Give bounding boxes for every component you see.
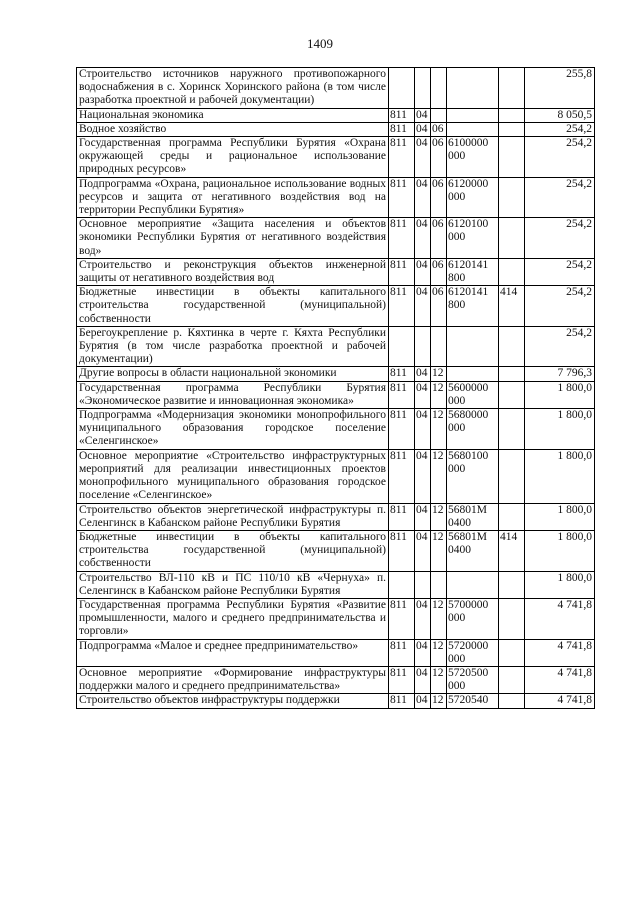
table-row: [77, 503, 595, 530]
row-name: Государственная программа Республики Бурятия «Развитие промышленности, малого и среднего предпринимательства и торговли»: [77, 598, 389, 639]
target-article-code: 5720540: [447, 694, 499, 708]
section-code: 04: [415, 286, 431, 327]
section-code: 04: [415, 177, 431, 218]
subsection-code: 06: [431, 258, 447, 285]
target-article-code: [447, 326, 499, 367]
amount: 4 741,8: [525, 598, 595, 639]
target-article-code: 6100000 000: [447, 137, 499, 178]
subsection-code: [431, 326, 447, 367]
subsection-code: 12: [431, 694, 447, 708]
section-code: [415, 571, 431, 598]
expense-type-code: [499, 639, 525, 666]
row-name: Берегоукрепление р. Кяхтинка в черте г. Кяхта Республики Бурятия (в том числе разработка проектной и рабочей документации): [77, 326, 389, 367]
table-row: [77, 258, 595, 285]
row-name: Государственная программа Республики Бурятия «Охрана окружающей среды и рациональное использование природных ресурсов»: [77, 137, 389, 178]
target-article-code: [447, 108, 499, 122]
target-article-code: 6120141 800: [447, 258, 499, 285]
table-row: [77, 381, 595, 408]
target-article-code: 56801М 0400: [447, 530, 499, 571]
ministry-code: 811: [389, 381, 415, 408]
section-code: 04: [415, 258, 431, 285]
subsection-code: 06: [431, 122, 447, 136]
target-article-code: [447, 367, 499, 381]
row-name: Национальная экономика: [77, 108, 389, 122]
subsection-code: 12: [431, 409, 447, 450]
expense-type-code: [499, 449, 525, 503]
section-code: 04: [415, 503, 431, 530]
table-row: [77, 598, 595, 639]
amount: 1 800,0: [525, 381, 595, 408]
section-code: 04: [415, 381, 431, 408]
target-article-code: 6120000 000: [447, 177, 499, 218]
row-name: Основное мероприятие «Защита населения и объектов экономики Республики Бурятия от негативного воздействия вод»: [77, 218, 389, 259]
subsection-code: 12: [431, 367, 447, 381]
row-name: Строительство объектов инфраструктуры поддержки: [77, 694, 389, 708]
table-row: [77, 108, 595, 122]
ministry-code: 811: [389, 286, 415, 327]
target-article-code: 56801М 0400: [447, 503, 499, 530]
subsection-code: 12: [431, 639, 447, 666]
row-name: Строительство источников наружного противопожарного водоснабжения в с. Хоринск Хоринского района (в том числе разработка проектной и рабочей документации): [77, 68, 389, 109]
section-code: 04: [415, 218, 431, 259]
subsection-code: [431, 68, 447, 109]
subsection-code: 06: [431, 286, 447, 327]
amount: 254,2: [525, 218, 595, 259]
target-article-code: 5720000 000: [447, 639, 499, 666]
table-row: [77, 177, 595, 218]
section-code: 04: [415, 694, 431, 708]
table-row: [77, 409, 595, 450]
table-row: [77, 68, 595, 109]
ministry-code: 811: [389, 367, 415, 381]
section-code: 04: [415, 409, 431, 450]
section-code: 04: [415, 137, 431, 178]
ministry-code: [389, 571, 415, 598]
ministry-code: 811: [389, 530, 415, 571]
section-code: 04: [415, 449, 431, 503]
ministry-code: 811: [389, 503, 415, 530]
section-code: [415, 326, 431, 367]
target-article-code: [447, 571, 499, 598]
amount: 1 800,0: [525, 571, 595, 598]
subsection-code: 12: [431, 449, 447, 503]
ministry-code: 811: [389, 137, 415, 178]
target-article-code: [447, 122, 499, 136]
ministry-code: 811: [389, 108, 415, 122]
expense-type-code: [499, 666, 525, 693]
expense-type-code: [499, 409, 525, 450]
row-name: Подпрограмма «Модернизация экономики монопрофильного муниципального образования городское поселение «Селенгинское»: [77, 409, 389, 450]
row-name: Подпрограмма «Малое и среднее предпринимательство»: [77, 639, 389, 666]
expense-type-code: [499, 68, 525, 109]
amount: 1 800,0: [525, 503, 595, 530]
amount: 254,2: [525, 122, 595, 136]
subsection-code: 12: [431, 503, 447, 530]
row-name: Бюджетные инвестиции в объекты капитального строительства государственной (муниципальной) собственности: [77, 530, 389, 571]
section-code: [415, 68, 431, 109]
subsection-code: 06: [431, 218, 447, 259]
expense-type-code: [499, 108, 525, 122]
ministry-code: 811: [389, 122, 415, 136]
expense-type-code: [499, 177, 525, 218]
target-article-code: 6120100 000: [447, 218, 499, 259]
ministry-code: 811: [389, 694, 415, 708]
target-article-code: 5600000 000: [447, 381, 499, 408]
amount: 7 796,3: [525, 367, 595, 381]
ministry-code: 811: [389, 409, 415, 450]
row-name: Основное мероприятие «Формирование инфраструктуры поддержки малого и среднего предпринимательства»: [77, 666, 389, 693]
expense-type-code: [499, 598, 525, 639]
expense-type-code: [499, 381, 525, 408]
budget-table: [76, 67, 595, 709]
ministry-code: 811: [389, 177, 415, 218]
table-row: [77, 218, 595, 259]
table-row: [77, 367, 595, 381]
expense-type-code: [499, 258, 525, 285]
subsection-code: 12: [431, 666, 447, 693]
row-name: Водное хозяйство: [77, 122, 389, 136]
section-code: 04: [415, 639, 431, 666]
subsection-code: 12: [431, 530, 447, 571]
expense-type-code: [499, 326, 525, 367]
amount: 4 741,8: [525, 694, 595, 708]
subsection-code: 12: [431, 598, 447, 639]
table-row: [77, 571, 595, 598]
ministry-code: 811: [389, 449, 415, 503]
amount: 4 741,8: [525, 666, 595, 693]
row-name: Строительство и реконструкция объектов инженерной защиты от негативного воздействия вод: [77, 258, 389, 285]
expense-type-code: [499, 694, 525, 708]
section-code: 04: [415, 666, 431, 693]
ministry-code: [389, 326, 415, 367]
table-row: [77, 530, 595, 571]
row-name: Основное мероприятие «Строительство инфраструктурных мероприятий для реализации инвестиционных проектов монопрофильного муниципального образования городское поселение «Селенгинское»: [77, 449, 389, 503]
target-article-code: 5700000 000: [447, 598, 499, 639]
subsection-code: 12: [431, 381, 447, 408]
subsection-code: [431, 571, 447, 598]
target-article-code: 5680100 000: [447, 449, 499, 503]
amount: 254,2: [525, 258, 595, 285]
expense-type-code: [499, 218, 525, 259]
section-code: 04: [415, 530, 431, 571]
ministry-code: 811: [389, 666, 415, 693]
amount: 254,2: [525, 326, 595, 367]
amount: 4 741,8: [525, 639, 595, 666]
amount: 255,8: [525, 68, 595, 109]
table-row: [77, 122, 595, 136]
expense-type-code: [499, 367, 525, 381]
target-article-code: [447, 68, 499, 109]
row-name: Бюджетные инвестиции в объекты капитального строительства государственной (муниципальной) собственности: [77, 286, 389, 327]
ministry-code: 811: [389, 258, 415, 285]
ministry-code: 811: [389, 218, 415, 259]
ministry-code: 811: [389, 639, 415, 666]
table-row: [77, 449, 595, 503]
expense-type-code: [499, 122, 525, 136]
ministry-code: 811: [389, 598, 415, 639]
subsection-code: 06: [431, 177, 447, 218]
table-row: [77, 639, 595, 666]
subsection-code: 06: [431, 137, 447, 178]
amount: 8 050,5: [525, 108, 595, 122]
row-name: Строительство объектов энергетической инфраструктуры п. Селенгинск в Кабанском районе Республики Бурятия: [77, 503, 389, 530]
table-row: [77, 694, 595, 708]
table-row: [77, 286, 595, 327]
target-article-code: 6120141 800: [447, 286, 499, 327]
amount: 254,2: [525, 177, 595, 218]
table-row: [77, 666, 595, 693]
expense-type-code: 414: [499, 286, 525, 327]
row-name: Другие вопросы в области национальной экономики: [77, 367, 389, 381]
table-row: [77, 326, 595, 367]
table-row: [77, 137, 595, 178]
amount: 1 800,0: [525, 530, 595, 571]
section-code: 04: [415, 367, 431, 381]
expense-type-code: [499, 137, 525, 178]
subsection-code: [431, 108, 447, 122]
section-code: 04: [415, 598, 431, 639]
amount: 1 800,0: [525, 449, 595, 503]
row-name: Государственная программа Республики Бурятия «Экономическое развитие и инновационная экономика»: [77, 381, 389, 408]
amount: 254,2: [525, 137, 595, 178]
amount: 254,2: [525, 286, 595, 327]
expense-type-code: 414: [499, 530, 525, 571]
target-article-code: 5680000 000: [447, 409, 499, 450]
target-article-code: 5720500 000: [447, 666, 499, 693]
page-number: 1409: [307, 36, 333, 51]
section-code: 04: [415, 122, 431, 136]
expense-type-code: [499, 503, 525, 530]
amount: 1 800,0: [525, 409, 595, 450]
row-name: Подпрограмма «Охрана, рациональное использование водных ресурсов и защита от негативного воздействия вод на территории Республики Бурятия»: [77, 177, 389, 218]
row-name: Строительство ВЛ-110 кВ и ПС 110/10 кВ «Чернуха» п. Селенгинск в Кабанском районе Республики Бурятия: [77, 571, 389, 598]
ministry-code: [389, 68, 415, 109]
section-code: 04: [415, 108, 431, 122]
expense-type-code: [499, 571, 525, 598]
